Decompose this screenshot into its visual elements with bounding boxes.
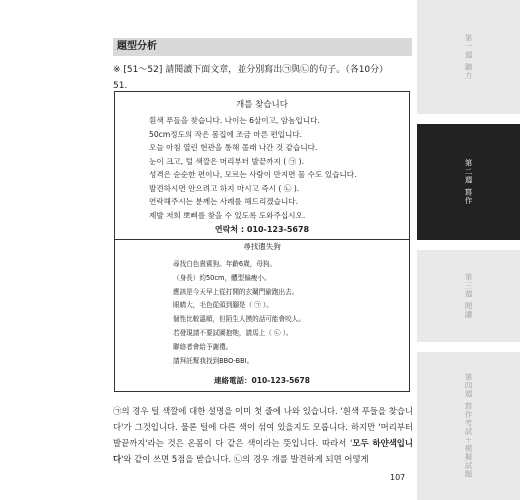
question-number: 51. <box>113 81 128 91</box>
chinese-line: 眼睛大，毛色從頭到腳是（ ㉠ ）。 <box>173 301 273 310</box>
explanation-text: ㉠의 경우 털 색깔에 대한 설명을 이미 첫 줄에 나와 있습니다. '흰색 푸들을 찾습니다'가 그것입니다. 물론 털에 다른 색이 섞여 있을지도 모릅니다. 하지만 '머리부터 발끝까지'라는 것은 온몸이 다 같은 색이라는 뜻입니다. 따라서 ' <box>113 406 413 448</box>
side-tab-week3[interactable] <box>417 250 520 342</box>
korean-line: 발견하시면 안으려고 하지 마시고 즉시 ( ㉡ ). <box>149 183 300 193</box>
side-tab-label: 第二週 寫作 <box>464 159 473 205</box>
chinese-notice-title: 尋找遺失狗 <box>243 242 281 251</box>
explanation-paragraph <box>113 403 413 467</box>
korean-notice-body <box>149 114 357 222</box>
side-tab-week2[interactable] <box>417 124 520 240</box>
korean-line: 연락해주시는 분께는 사례를 해드리겠습니다. <box>149 197 299 206</box>
chinese-line: （身長）約50cm，體型偏瘦小。 <box>173 273 271 282</box>
side-tab-label: 第四週 寫作考試＋模擬試題 <box>464 373 473 479</box>
chinese-contact: 連絡電話：010-123-5678 <box>214 376 310 385</box>
notice-divider <box>115 239 409 240</box>
explanation-text: '와 같이 쓰면 5점을 받습니다. ㉡의 경우 개를 발견하게 되면 어떻게 <box>121 454 369 464</box>
korean-line: 흰색 푸들을 찾습니다. 나이는 6살이고, 암놈입니다. <box>149 116 320 125</box>
side-tab-week1[interactable] <box>417 0 520 114</box>
korean-line: 제발 저희 뽀삐를 찾을 수 있도록 도와주십시오. <box>149 210 306 220</box>
section-title: 題型分析 <box>113 38 412 56</box>
chinese-line: 若發現請不要試圖抱牠，請馬上（ ㉡ ）。 <box>173 328 293 337</box>
korean-line: 눈이 크고, 털 색깔은 머리부터 발끝까지 ( ㉠ ). <box>149 156 305 166</box>
page-number: 107 <box>390 473 406 482</box>
chinese-line: 個性比較溫順，但陌生人摸的話可能會咬人。 <box>173 315 305 324</box>
side-tab-label: 第一週 聽力 <box>464 34 473 80</box>
side-tab-label: 第三週 閱讀 <box>464 273 473 319</box>
korean-line: 오늘 아침 열린 현관을 통해 몰래 나간 것 같습니다. <box>149 143 318 152</box>
side-tab-week4[interactable] <box>417 352 520 500</box>
notice-box <box>114 91 410 392</box>
chinese-notice-body <box>173 258 305 368</box>
instruction-text: ※ [51～52] 請閱讀下面文章，並分別寫出㉠與㉡的句子。（各10分） <box>113 65 389 75</box>
chinese-line: 應該是今天早上從打開的玄關門偷跑出去。 <box>173 287 299 296</box>
korean-contact: 연락처 : 010-123-5678 <box>214 225 310 234</box>
korean-line: 성격은 순순한 편이나, 모르는 사람이 만지면 물 수도 있습니다. <box>149 170 357 179</box>
korean-line: 50cm정도의 작은 몸집에 조금 마른 편입니다. <box>149 129 303 139</box>
chinese-line: 請拜託幫我找到BBO-BBI。 <box>173 356 254 365</box>
explanation-answer: 모두 하얀색입니다 <box>113 438 413 464</box>
korean-notice-title: 개를 찾습니다 <box>236 100 288 110</box>
chinese-line: 聯絡者會給予謝禮。 <box>173 342 233 351</box>
chinese-line: 尋找白色貴賓狗。年齡6歲，母狗。 <box>173 260 277 268</box>
